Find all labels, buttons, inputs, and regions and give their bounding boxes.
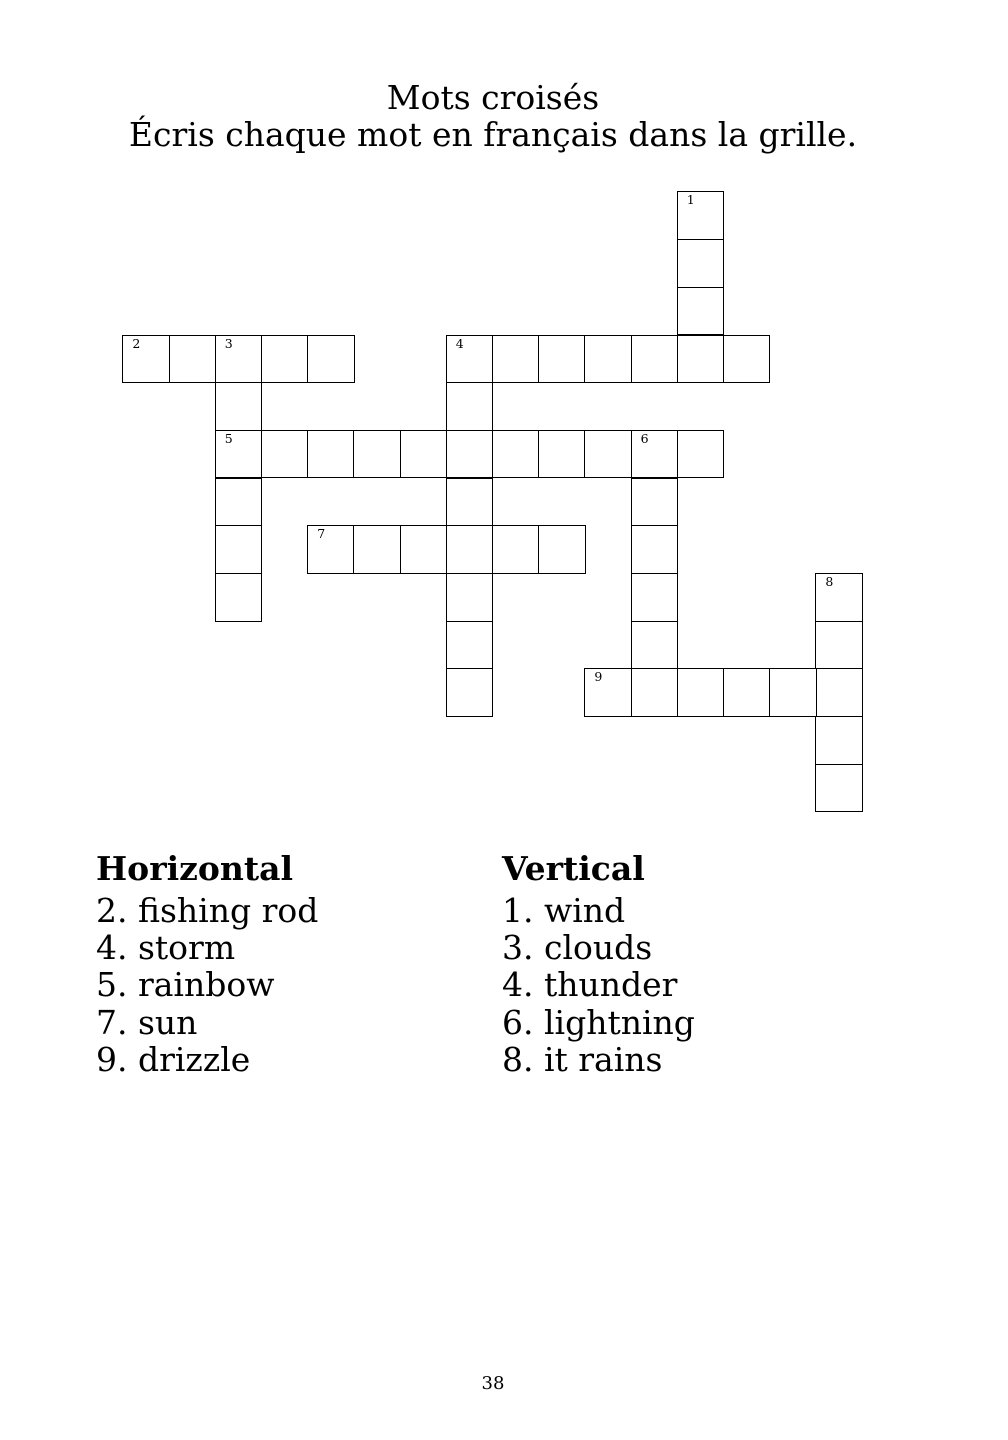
- grid-cell[interactable]: [307, 335, 354, 384]
- grid-cell[interactable]: [815, 764, 862, 813]
- page-number: 38: [481, 1373, 505, 1394]
- horizontal-clue: 7. sun: [96, 1002, 198, 1042]
- horizontal-clue: 2. fishing rod: [96, 891, 319, 930]
- horizontal-clue: 4. storm: [96, 928, 236, 968]
- grid-cell[interactable]: [307, 525, 354, 574]
- clue-number: 3: [224, 335, 233, 351]
- grid-cell[interactable]: [446, 335, 493, 384]
- grid-cell[interactable]: [492, 430, 539, 479]
- page-title: Mots croisés: [386, 78, 600, 117]
- horizontal-clue: 5. rainbow: [96, 965, 275, 1005]
- grid-cell[interactable]: [492, 525, 539, 574]
- grid-cell[interactable]: [446, 668, 493, 717]
- vertical-clue: 8. it rains: [502, 1039, 663, 1079]
- grid-cell[interactable]: [446, 573, 493, 622]
- grid-cell[interactable]: [215, 335, 262, 384]
- grid-cell[interactable]: [584, 430, 631, 479]
- grid-cell[interactable]: [584, 668, 631, 717]
- grid-cell[interactable]: [677, 239, 724, 288]
- clue-number: 8: [825, 574, 834, 589]
- horizontal-clue: 9. drizzle: [96, 1039, 251, 1079]
- grid-cell[interactable]: [815, 573, 862, 622]
- grid-cell[interactable]: [677, 430, 724, 479]
- vertical-clue: 6. lightning: [502, 1002, 695, 1042]
- grid-cell[interactable]: [677, 668, 724, 717]
- clue-number: 2: [132, 335, 141, 351]
- grid-cell[interactable]: [122, 335, 169, 384]
- vertical-clue: 4. thunder: [502, 965, 678, 1005]
- vertical-clue-list: [502, 892, 695, 1078]
- grid-cell[interactable]: [215, 573, 262, 622]
- grid-cell[interactable]: [631, 573, 678, 622]
- grid-cell[interactable]: [446, 382, 493, 431]
- grid-cell[interactable]: [538, 525, 585, 574]
- grid-cell[interactable]: [815, 668, 862, 717]
- grid-cell[interactable]: [723, 668, 770, 717]
- grid-cell[interactable]: [631, 525, 678, 574]
- grid-cell[interactable]: [492, 335, 539, 384]
- clue-number: 4: [455, 335, 464, 351]
- grid-cell[interactable]: [215, 382, 262, 431]
- instruction-text: Écris chaque mot en français dans la grille.: [128, 115, 858, 154]
- grid-cell[interactable]: [815, 621, 862, 670]
- grid-cell[interactable]: [584, 335, 631, 384]
- grid-cell[interactable]: [815, 716, 862, 765]
- clue-number: 5: [224, 430, 233, 446]
- grid-cell[interactable]: [215, 430, 262, 479]
- grid-cell[interactable]: [400, 525, 447, 574]
- grid-cell[interactable]: [400, 430, 447, 479]
- grid-cell[interactable]: [538, 335, 585, 384]
- grid-cell[interactable]: [215, 525, 262, 574]
- clue-number: 1: [686, 192, 695, 208]
- grid-cell[interactable]: [353, 430, 400, 479]
- clue-number: 9: [594, 669, 603, 685]
- vertical-heading: Vertical: [502, 849, 645, 888]
- grid-cell[interactable]: [631, 478, 678, 527]
- grid-cell[interactable]: [446, 430, 493, 479]
- grid-cell[interactable]: [215, 478, 262, 527]
- grid-cell[interactable]: [677, 335, 724, 384]
- clue-number: 7: [317, 526, 326, 542]
- grid-cell[interactable]: [353, 525, 400, 574]
- grid-cell[interactable]: [631, 668, 678, 717]
- grid-cell[interactable]: [723, 335, 770, 384]
- horizontal-clue-list: [96, 892, 318, 1078]
- grid-cell[interactable]: [446, 621, 493, 670]
- grid-cell[interactable]: [769, 668, 816, 717]
- grid-cell[interactable]: [261, 335, 308, 384]
- grid-cell[interactable]: [631, 335, 678, 384]
- grid-cell[interactable]: [538, 430, 585, 479]
- grid-cell[interactable]: [677, 191, 724, 240]
- grid-cell[interactable]: [677, 287, 724, 336]
- vertical-clue: 3. clouds: [502, 928, 653, 968]
- vertical-clue: 1. wind: [502, 891, 626, 930]
- clue-number: 6: [640, 430, 649, 446]
- grid-cell[interactable]: [631, 430, 678, 479]
- grid-cell[interactable]: [307, 430, 354, 479]
- grid-cell[interactable]: [169, 335, 216, 384]
- grid-cell[interactable]: [446, 478, 493, 527]
- horizontal-heading: Horizontal: [96, 849, 294, 888]
- grid-cell[interactable]: [446, 525, 493, 574]
- grid-cell[interactable]: [631, 621, 678, 670]
- grid-cell[interactable]: [261, 430, 308, 479]
